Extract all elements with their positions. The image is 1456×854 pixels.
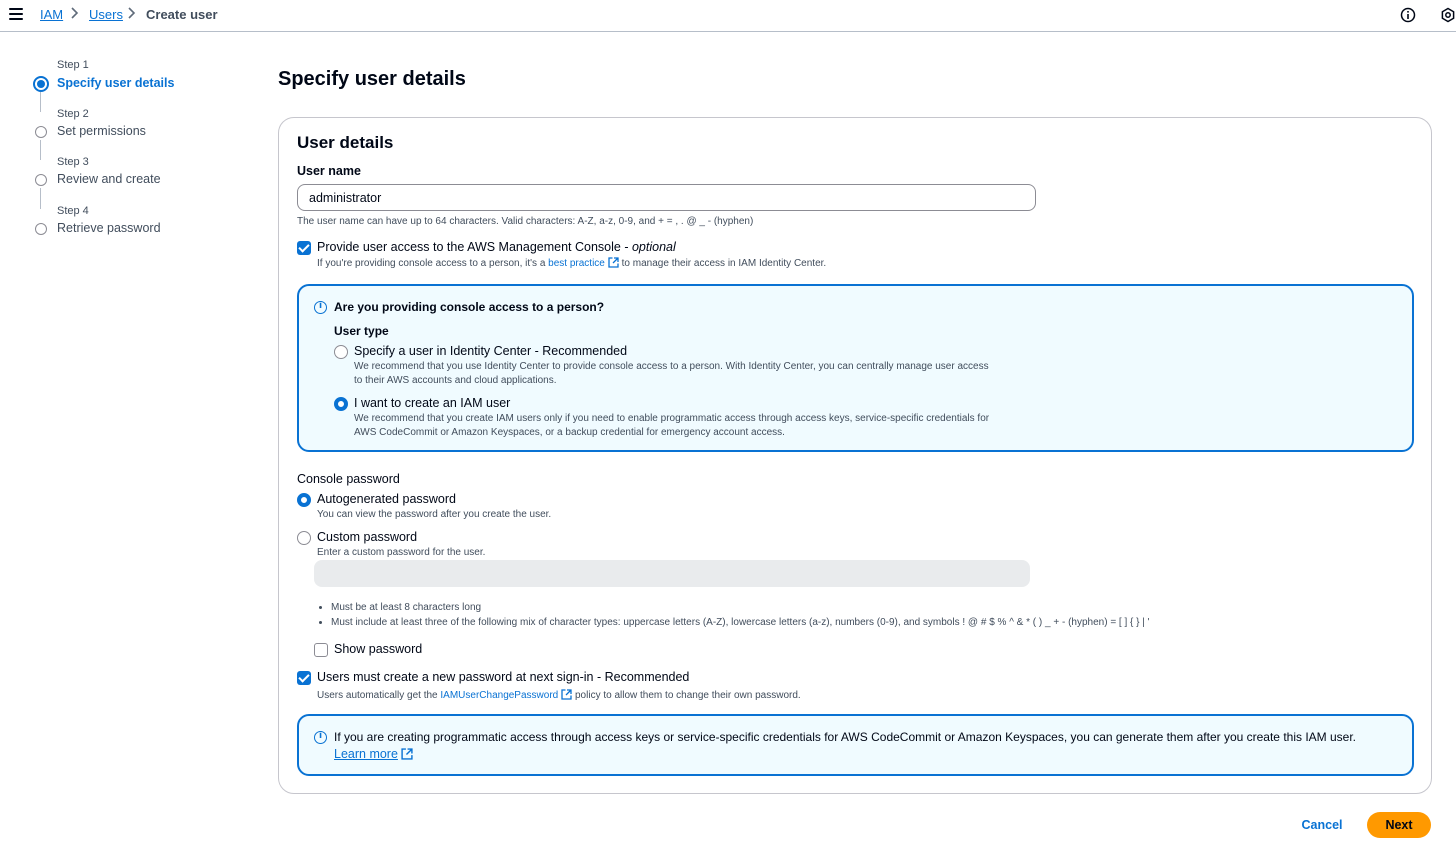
step-1-indicator (33, 76, 49, 92)
show-password-checkbox[interactable] (314, 643, 328, 657)
breadcrumb-current: Create user (146, 7, 218, 22)
step-4-indicator (35, 223, 47, 235)
external-link-icon (608, 257, 619, 271)
username-label: User name (297, 164, 361, 178)
learn-more-link[interactable]: Learn more (334, 747, 398, 761)
step-connector (40, 92, 41, 112)
step-1-number: Step 1 (57, 59, 89, 71)
optional-tag: optional (631, 240, 676, 254)
reset-password-desc: Users automatically get the IAMUserChangePassword policy to allow them to change their own password. (317, 690, 801, 701)
chevron-right-icon (70, 6, 79, 23)
info-icon[interactable] (1400, 7, 1416, 23)
password-rule: • Must be at least 8 characters long (331, 602, 1331, 613)
console-access-desc: If you're providing console access to a person, it's a best practice to manage their access in IAM Identity Center. (317, 258, 827, 269)
step-2-indicator (35, 126, 47, 138)
custom-password-label: Custom password (317, 530, 418, 544)
identity-center-desc-line2: to their AWS accounts and cloud applications. (354, 375, 557, 386)
password-rules (331, 602, 1331, 632)
identity-center-radio[interactable] (334, 345, 348, 359)
programmatic-access-alert (297, 714, 1414, 776)
console-access-checkbox[interactable] (297, 241, 311, 255)
step-4-label: Retrieve password (57, 221, 161, 235)
external-link-icon (401, 748, 413, 763)
step-2-label: Set permissions (57, 124, 146, 138)
iam-user-change-password-link[interactable]: IAMUserChangePassword (440, 690, 559, 701)
programmatic-alert-text: If you are creating programmatic access through access keys or service-specific credentials for AWS CodeCommit or Amazon Keyspaces, you can generate them after you create this IAM user. (334, 730, 1357, 744)
identity-center-label: Specify a user in Identity Center - Recommended (354, 344, 628, 358)
custom-password-input[interactable] (314, 560, 1030, 587)
info-icon (314, 301, 327, 314)
next-button[interactable]: Next (1367, 812, 1431, 838)
step-3-indicator (35, 174, 47, 186)
page-title: Specify user details (278, 68, 466, 90)
iam-user-desc-line1: We recommend that you create IAM users only if you need to enable programmatic access through access keys, service-specific credentials for (354, 413, 990, 424)
reset-password-checkbox[interactable] (297, 671, 311, 685)
best-practice-link[interactable]: best practice (548, 258, 605, 269)
top-navigation-bar (0, 0, 1456, 32)
step-3-number: Step 3 (57, 156, 89, 168)
iam-user-radio[interactable] (334, 397, 348, 411)
step-4-number: Step 4 (57, 205, 89, 217)
breadcrumb-users[interactable]: Users (89, 7, 123, 22)
reset-password-label: Users must create a new password at next sign-in - Recommended (317, 670, 690, 684)
cancel-button[interactable]: Cancel (1294, 812, 1350, 838)
custom-password-desc: Enter a custom password for the user. (317, 547, 486, 558)
info-icon (314, 731, 327, 744)
user-details-container (278, 117, 1432, 794)
step-2-number: Step 2 (57, 108, 89, 120)
iam-user-label: I want to create an IAM user (354, 396, 511, 410)
user-type-label: User type (334, 324, 389, 338)
chevron-right-icon (127, 6, 136, 23)
step-connector (40, 140, 41, 160)
menu-icon[interactable] (9, 8, 23, 22)
autogenerated-password-desc: You can view the password after you create the user. (317, 509, 552, 520)
password-rule: • Must include at least three of the following mix of character types: uppercase letters (A-Z), lowercase letters (a-z), numbers (0-9), and symbols ! @ # $ % ^ & * ( ) _ + - (hyphen) = [ ] { } | ' (331, 617, 1331, 628)
show-password-label: Show password (334, 642, 423, 656)
console-person-alert (297, 284, 1414, 452)
custom-password-radio[interactable] (297, 531, 311, 545)
step-1-label[interactable]: Specify user details (57, 76, 175, 90)
autogenerated-password-radio[interactable] (297, 493, 311, 507)
step-connector (40, 188, 41, 209)
identity-center-desc-line1: We recommend that you use Identity Center to provide console access to a person. With Identity Center, you can centrally manage user access (354, 361, 989, 372)
alert-title: Are you providing console access to a person? (334, 300, 605, 314)
learn-more-wrapper (334, 747, 413, 763)
console-access-label: Provide user access to the AWS Management Console - optional (317, 240, 676, 254)
breadcrumb-iam[interactable]: IAM (40, 7, 64, 22)
iam-user-desc-line2: AWS CodeCommit or Amazon Keyspaces, or a backup credential for emergency account access. (354, 427, 785, 438)
username-input[interactable] (297, 184, 1036, 211)
autogenerated-password-label: Autogenerated password (317, 492, 456, 506)
console-password-label: Console password (297, 472, 400, 486)
external-link-icon (561, 689, 572, 703)
username-hint: The user name can have up to 64 characters. Valid characters: A-Z, a-z, 0-9, and + = , . @ _ - (hyphen) (297, 216, 754, 227)
section-title: User details (297, 133, 394, 152)
settings-icon[interactable] (1440, 7, 1456, 23)
step-3-label: Review and create (57, 172, 161, 186)
